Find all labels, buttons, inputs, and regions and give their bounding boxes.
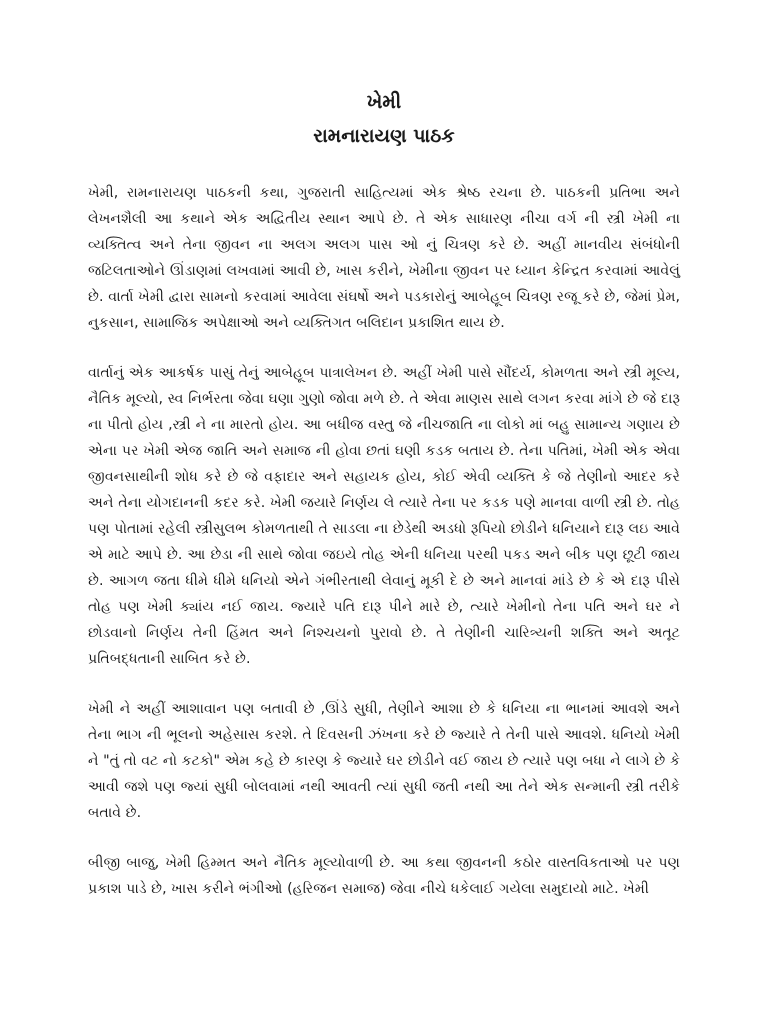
paragraph: વાર્તાનું એક આકર્ષક પાસું તેનું આબેહૂબ પાત્રાલેખન છે. અહીં ખેમી પાસે સૌંદર્ય, કોમળતા અને સ્ત્રી મૂલ્ય, નૈતિક મૂલ્યો, સ્વ નિર્ભરતા જેવા ઘણા ગુણો જોવા મળે છે. તે એવા માણસ સાથે લગન કરવા માંગે છે જે દારૂ ના પીતો હોય ,સ્ત્રી ને ના મારતો હોય. આ બધીજ વસ્તુ જે નીચજાતિ ના લોકો માં બહુ સામાન્ય ગણાય છે એના પર ખેમી એજ જાતિ અને સમાજ ની હોવા છતાં ઘણી કડક બતાય છે. તેના પતિમાં, ખેમી એક એવા જીવનસાથીની શોધ કરે છે જે વફાદાર અને સહાયક હોય, કોઈ એવી વ્યક્તિ કે જે તેણીનો આદર કરે અને તેના યોગદાનની કદર કરે. ખેમી જયારે નિર્ણય લે ત્યારે તેના પર કડક પણે માનવા વાળી સ્ત્રી છે. તોહ પણ પોતામાં રહેલી સ્ત્રીસુલભ કોમળતાથી તે સાડલા ના છેડેથી અડધો રૂપિયો છોડીને ધનિયાને દારૂ લઇ આવે એ માટે આપે છે. આ છેડા ની સાથે જોવા જઇયે તોહ એની ધનિયા પરથી પકડ અને બીક પણ છૂટી જાય છે. આગળ જતા ધીમે ધીમે ધનિયો એને ગંભીરતાથી લેવાનું મૂકી દે છે અને માનવાં માંડે છે કે એ દારૂ પીસે તોહ પણ ખેમી ક્યાંય નઈ જાય. જ્યારે પતિ દારૂ પીને મારે છે, ત્યારે ખેમીનો તેના પતિ અને ઘર ને છોડવાનો નિર્ણય તેની હિંમત અને નિશ્ચયનો પુરાવો છે. તે તેણીની ચારિત્ર્યની શક્તિ અને અતૂટ પ્રતિબદ્ધતાની સાબિત કરે છે. [88, 365, 680, 667]
paragraph: ખેમી, રામનારાયણ પાઠકની કથા, ગુજરાતી સાહિત્યમાં એક શ્રેષ્ઠ રચના છે. પાઠકની પ્રતિભા અને લેખનશૈલી આ કથાને એક અદ્વિતીય સ્થાન આપે છે. તે એક સાધારણ નીચા વર્ગ ની સ્ત્રી ખેમી ના વ્યક્તિત્વ અને તેના જીવન ના અલગ અલગ પાસ ઓ નું ચિત્રણ કરે છે. અહીં માનવીય સંબંધોની જટિલતાઓને ઊંડાણમાં લખવામાં આવી છે, ખાસ કરીને, ખેમીના જીવન પર ધ્યાન કેન્દ્રિત કરવામાં આવેલું છે. વાર્તા ખેમી દ્વારા સામનો કરવામાં આવેલા સંઘર્ષો અને પડકારોનું આબેહૂબ ચિત્રણ રજૂ કરે છે, જેમાં પ્રેમ, નુકસાન, સામાજિક અપેક્ષાઓ અને વ્યક્તિગત બલિદાન પ્રકાશિત થાય છે. [88, 185, 680, 331]
paragraph: બીજી બાજુ, ખેમી હિમ્મત અને નૈતિક મૂલ્યોવાળી છે. આ કથા જીવનની કઠોર વાસ્તવિકતાઓ પર પણ પ્રકાશ પાડે છે, ખાસ કરીને ભંગીઓ (હરિજન સમાજ) જેવા નીચે ધકેલાઈ ગયેલા સમુદાયો માટે. ખેમી [88, 855, 680, 897]
document-author: રામનારાયણ પાઠક [313, 125, 455, 147]
document-title: ખેમી [366, 91, 402, 113]
paragraph: ખેમી ને અહીં આશાવાન પણ બતાવી છે ,ઊંડે સુધી, તેણીને આશા છે કે ધનિયા ના ભાનમાં આવશે અને તેના ભાગ ની ભૂલનો અહેસાસ કરશે. તે દિવસની ઝંખના કરે છે જ્યારે તે તેની પાસે આવશે. ધનિયો ખેમી ને "તું તો વટ નો કટકો" એમ કહે છે કારણ કે જ્યારે ઘર છોડીને વઈ જાય છે ત્યારે પણ બધા ને લાગે છે કે આવી જશે પણ જ્યાં સુધી બોલવામાં નથી આવતી ત્યાં સુધી જતી નથી આ તેને એક સન્માની સ્ત્રી તરીકે બતાવે છે. [88, 701, 680, 821]
document-body [88, 180, 680, 902]
